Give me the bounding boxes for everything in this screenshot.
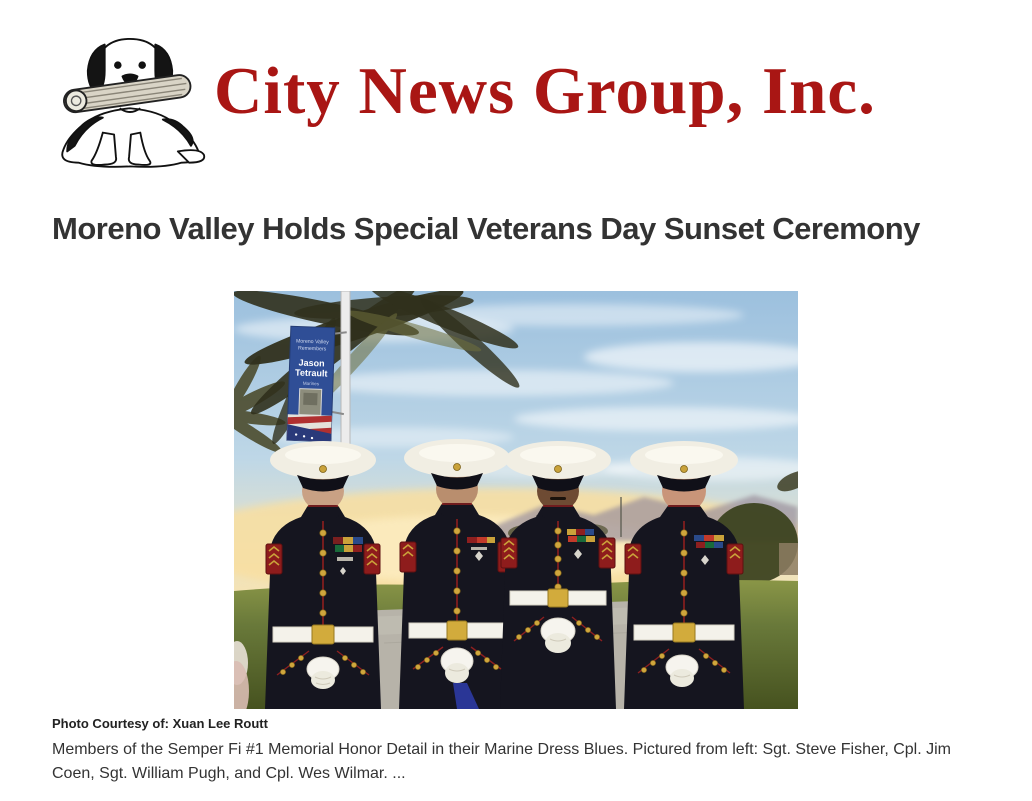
- dog-newspaper-logo-icon: [50, 22, 210, 172]
- photo-figcaption: [52, 716, 980, 786]
- banner-branch-label: Marines: [302, 380, 320, 387]
- site-logo-link[interactable]: [50, 22, 980, 172]
- brand-name: City News Group, Inc.: [214, 53, 876, 128]
- photo-caption: Members of the Semper Fi #1 Memorial Honor Detail in their Marine Dress Blues. Pictured from left: Sgt. Steve Fisher, Cpl. Jim Coen, Sgt. William Pugh, and Cpl. Wes Wilmar. ...: [52, 741, 951, 783]
- banner-name-line1: Jason: [298, 357, 325, 369]
- banner-name-line2: Tetrault: [294, 367, 328, 379]
- banner-header-line2: Remembers: [297, 345, 327, 353]
- ceremony-photo-illustration: [234, 291, 798, 709]
- site-header: [0, 0, 1032, 172]
- photo-credit: Photo Courtesy of: Xuan Lee Routt: [52, 716, 268, 732]
- article-photo: [52, 291, 980, 709]
- banner-header-line1: Moreno Valley: [295, 338, 329, 346]
- article-title: Moreno Valley Holds Special Veterans Day Sunset Ceremony: [52, 211, 920, 246]
- article-figure: [52, 291, 980, 786]
